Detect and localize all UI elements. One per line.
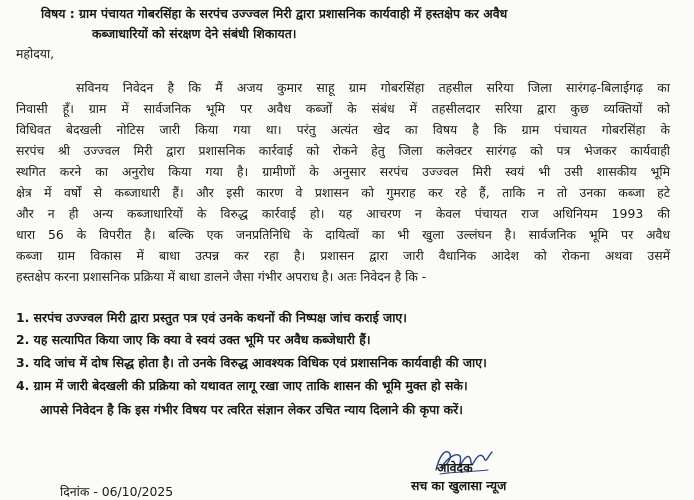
subject-line-1: विषय : ग्राम पंचायत गोबरसिंहा के सरपंच उज्ज्वल मिरी द्वारा प्रशासनिक कार्यवाही में हस्तक्षेप कर अवैध [41, 6, 508, 21]
closing-line: आपसे निवेदन है कि इस गंभीर विषय पर त्वरित संज्ञान लेकर उचित न्याय दिलाने की कृपा करें। [40, 402, 463, 417]
date-line: दिनांक - 06/10/2025 [60, 484, 174, 499]
body-line-9: कब्जा ग्राम विकास में बाधा उत्पन्न कर रहा है। प्रशासन द्वारा जारी वैधानिक आदेश को रोकना अथवा उसमें [16, 248, 670, 263]
request-item-2: 2. यह सत्यापित किया जाए कि क्या वे स्वयं उक्त भूमि पर अवैध कब्जेधारी हैं। [16, 332, 371, 347]
request-item-4: 4. ग्राम में जारी बेदखली की प्रक्रिया को यथावत लागू रखा जाए ताकि शासन की भूमि मुक्त हो सके। [16, 378, 468, 393]
body-line-3: विधिवत बेदखली नोटिस जारी किया गया था। परंतु अत्यंत खेद का विषय है कि ग्राम पंचायत गोबरसिंहा के [16, 122, 670, 137]
body-line-5: स्थगित करने का अनुरोध किया गया है। ग्रामीणों के अनुसार सरपंच उज्ज्वल मिरी स्वयं भी उसी शासकीय भूमि [16, 164, 670, 179]
body-line-1: सविनय निवेदन है कि मैं अजय कुमार साहू ग्राम गोबरसिंहा तहसील सरिया जिला सारंगढ़-बिलाईगढ़ का [76, 80, 670, 95]
salutation: महोदया, [16, 46, 55, 61]
body-line-6: क्षेत्र में वर्षों से कब्जाधारी हैं। और इसी कारण वे प्रशासन को गुमराह कर रहे हैं, ताकि न तो उनका कब्जा हटे [16, 185, 670, 200]
body-line-10: हस्तक्षेप करना प्रशासनिक प्रक्रिया में बाधा डालने जैसा गंभीर अपराध है। अतः निवेदन है कि - [16, 269, 427, 284]
request-item-1: 1. सरपंच उज्ज्वल मिरी द्वारा प्रस्तुत पत्र एवं उनके कथनों की निष्पक्ष जांच कराई जाए। [16, 310, 407, 325]
body-line-2: निवासी हूँ। ग्राम में सार्वजनिक भूमि पर अवैध कब्जों के संबंध में तहसीलदार सरिया द्वारा कुछ व्यक्तियों को [16, 101, 670, 116]
body-line-8: धारा 56 के विपरीत है। बल्कि एक जनप्रतिनिधि के दायित्वों का भी खुला उल्लंघन है। सार्वजनिक भूमि पर अवैध [16, 227, 670, 242]
subject-line-2: कब्जाधारियों को संरक्षण देने संबंधी शिकायत। [92, 26, 297, 41]
request-item-3: 3. यदि जांच में दोष सिद्ध होता है। तो उनके विरुद्ध आवश्यक विधिक एवं प्रशासनिक कार्यवाही की जाए। [16, 355, 487, 370]
body-line-7: और न ही अन्य कब्जाधारियों के विरुद्ध कार्रवाई हो। यह आचरण न केवल पंचायत राज अधिनियम 1993 की [16, 206, 670, 221]
body-line-4: सरपंच श्री उज्ज्वल मिरी द्वारा प्रशासनिक कार्रवाई को रोकने हेतु जिला कलेक्टर सारंगढ़ को पत्र भेजकर कार्यवाही [16, 143, 670, 158]
signature-org: सच का खुलासा न्यूज [411, 478, 507, 493]
signature-title: आवेदक [437, 460, 473, 475]
